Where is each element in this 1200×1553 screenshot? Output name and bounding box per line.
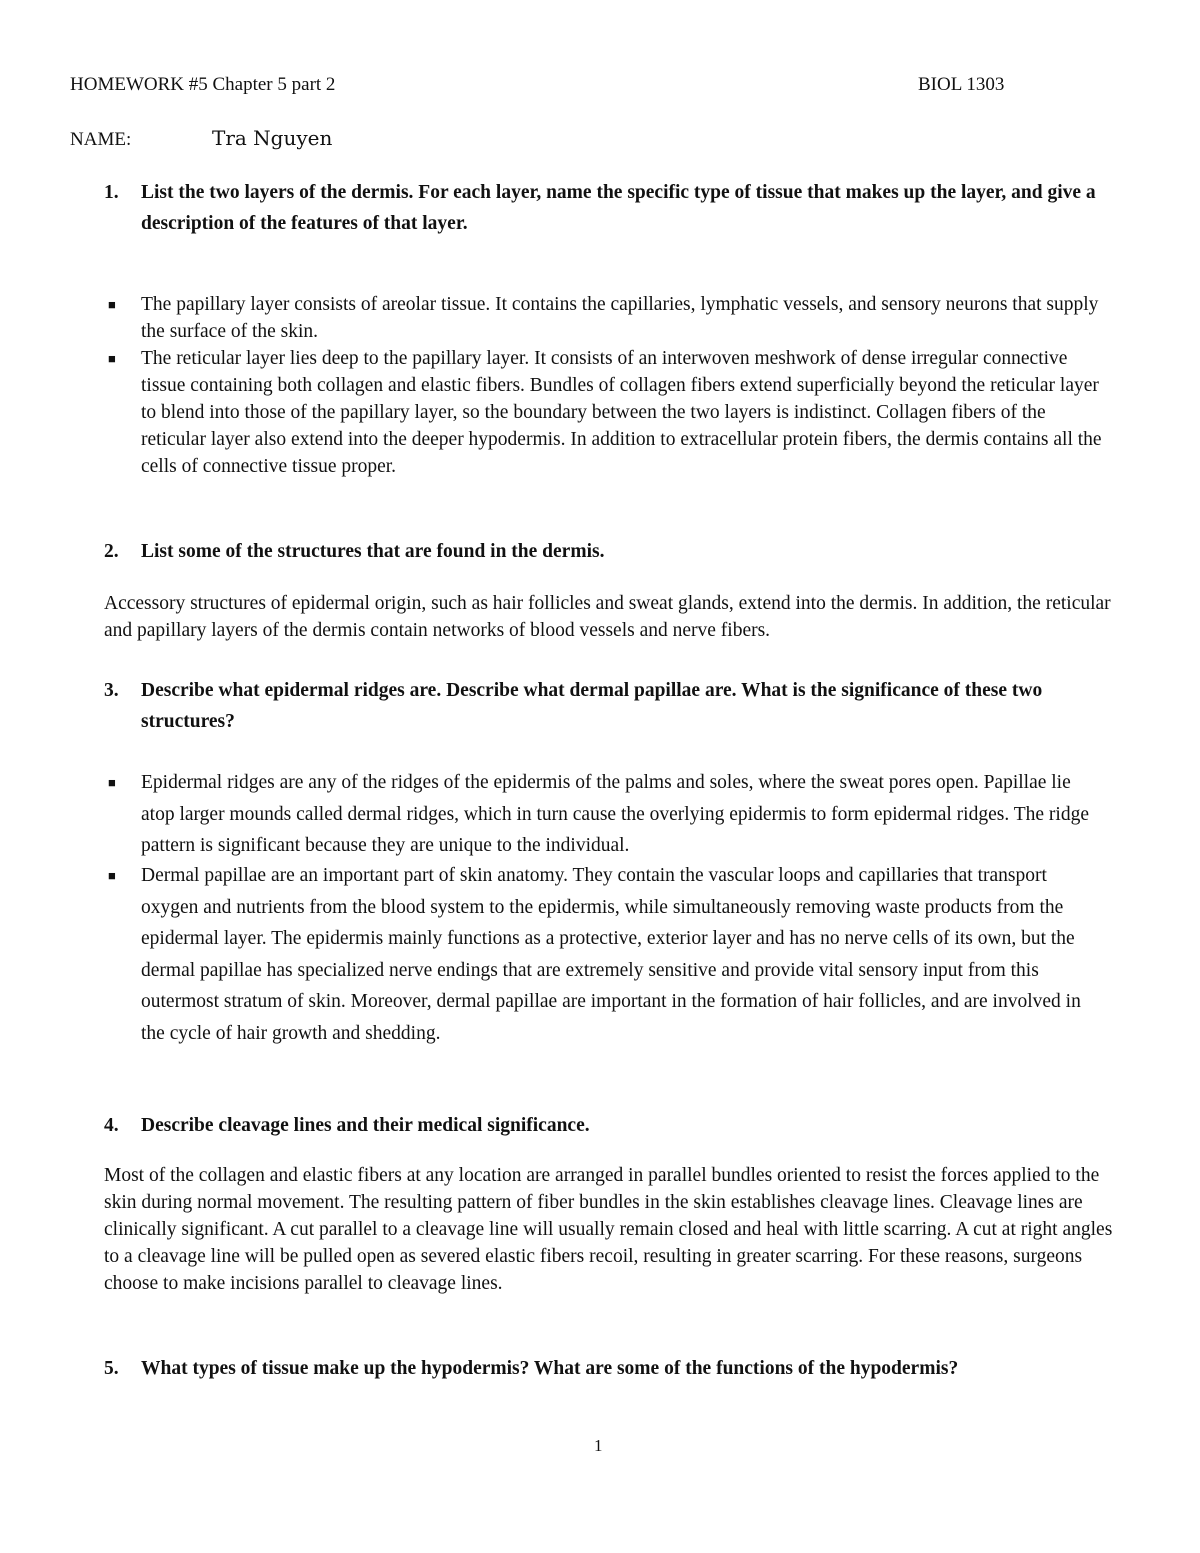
question-text: List the two layers of the dermis. For each layer, name the specific type of tissue that makes up the layer, and give a description of the features of that layer.: [141, 182, 1096, 234]
document-header-right: BIOL 1303: [918, 74, 1005, 95]
answer-bullet: [108, 291, 1108, 345]
bullet-text: The papillary layer consists of areolar tissue. It contains the capillaries, lymphatic vessels, and sensory neurons that supply the surface of the skin.: [141, 294, 1099, 342]
square-bullet-icon: ■: [108, 297, 116, 312]
question-4: [104, 1110, 1114, 1141]
question-2: [104, 536, 1114, 567]
bullet-text: The reticular layer lies deep to the papillary layer. It consists of an interwoven meshwork of dense irregular connective tissue containing both collagen and elastic fibers. Bundles of collagen fibers extend superficially beyond the reticular layer to blend into those of the papillary layer, so the boundary between the two layers is indistinct. Collagen fibers of the reticular layer also extend into the deeper hypodermis. In addition to extracellular protein fibers, the dermis contains all the cells of connective tissue proper.: [141, 348, 1102, 477]
square-bullet-icon: ■: [108, 868, 116, 883]
question-number: 4.: [104, 1115, 119, 1136]
document-header-left: HOMEWORK #5 Chapter 5 part 2: [70, 74, 336, 95]
question-number: 5.: [104, 1358, 119, 1379]
question-text: Describe what epidermal ridges are. Describe what dermal papillae are. What is the significance of these two structures?: [141, 680, 1043, 732]
bullet-text: Dermal papillae are an important part of skin anatomy. They contain the vascular loops and capillaries that transport oxygen and nutrients from the blood system to the epidermis, while simultaneously removing waste products from the epidermal layer. The epidermis mainly functions as a protective, exterior layer and has no nerve cells of its own, but the dermal papillae has specialized nerve endings that are extremely sensitive and provide vital sensory input from this outermost stratum of skin. Moreover, dermal papillae are important in the formation of hair follicles, and are involved in the cycle of hair growth and shedding.: [141, 865, 1081, 1044]
answer-paragraph: Accessory structures of epidermal origin, such as hair follicles and sweat glands, extend into the dermis. In addition, the reticular and papillary layers of the dermis contain networks of blood vessels and nerve fibers.: [104, 593, 1111, 641]
question-number: 2.: [104, 541, 119, 562]
question-number: 3.: [104, 680, 119, 701]
square-bullet-icon: ■: [108, 775, 116, 790]
name-row: [70, 126, 332, 151]
question-text: List some of the structures that are found in the dermis.: [141, 541, 605, 562]
question-5: [104, 1353, 1114, 1384]
answer-bullet: [108, 767, 1108, 862]
question-1: [104, 177, 1114, 239]
student-name: Tra Nguyen: [212, 126, 333, 150]
name-label: NAME:: [70, 129, 132, 150]
question-text: Describe cleavage lines and their medical significance.: [141, 1115, 590, 1136]
answer-bullet: [108, 345, 1108, 480]
question-3: [104, 675, 1114, 737]
answer-bullet: [108, 860, 1108, 1049]
question-text: What types of tissue make up the hypodermis? What are some of the functions of the hypodermis?: [141, 1358, 959, 1379]
answer-paragraph: Most of the collagen and elastic fibers at any location are arranged in parallel bundles oriented to resist the forces applied to the skin during normal movement. The resulting pattern of fiber bundles in the skin establishes cleavage lines. Cleavage lines are clinically significant. A cut parallel to a cleavage line will usually remain closed and heal with little scarring. A cut at right angles to a cleavage line will be pulled open as severed elastic fibers recoil, resulting in greater scarring. For these reasons, surgeons choose to make incisions parallel to cleavage lines.: [104, 1165, 1113, 1294]
square-bullet-icon: ■: [108, 351, 116, 366]
page-number: 1: [594, 1436, 603, 1455]
question-number: 1.: [104, 182, 119, 203]
bullet-text: Epidermal ridges are any of the ridges of the epidermis of the palms and soles, where the sweat pores open. Papillae lie atop larger mounds called dermal ridges, which in turn cause the overlying epidermis to form epidermal ridges. The ridge pattern is significant because they are unique to the individual.: [141, 772, 1089, 856]
